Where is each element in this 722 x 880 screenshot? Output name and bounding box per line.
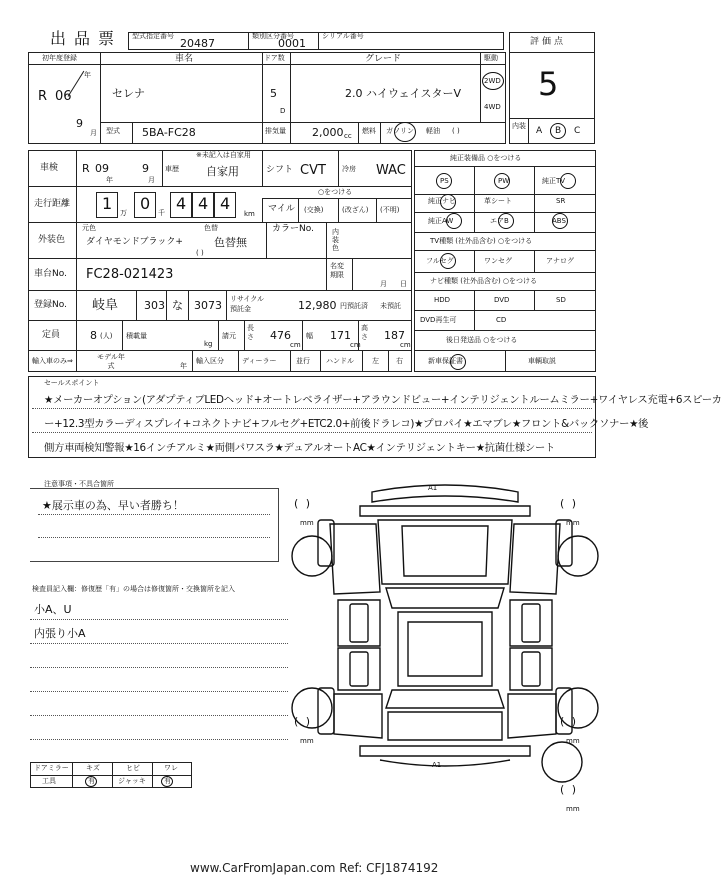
label-import-only: 輸入車のみ⇒ xyxy=(32,357,73,365)
door-unit: D xyxy=(280,107,286,115)
label-notes: 注意事項・不具合箇所 xyxy=(44,480,114,488)
mileage-option-tamper: (改ざん) xyxy=(342,206,369,214)
equip-sunroof: SR xyxy=(556,197,566,205)
label-interior: 内装 xyxy=(512,122,526,130)
legend-tools: 工具 xyxy=(42,777,56,785)
label-exterior-color: 外装色 xyxy=(38,235,66,245)
diagram-top-mark: A1 xyxy=(428,484,438,492)
mileage-unit-km: km xyxy=(244,210,255,218)
label-height: 高さ xyxy=(361,324,368,341)
reg-year-unit: 年 xyxy=(84,71,91,79)
import-parallel: 並行 xyxy=(296,357,310,365)
equip-tv: 純正TV xyxy=(542,177,566,185)
displacement: 2,000 xyxy=(312,126,344,139)
label-original-color: 元色 xyxy=(82,224,96,232)
label-shift: シフト xyxy=(266,165,294,175)
sales-point-line-2: ー+12.3型カラーディスプレイ+コネクトナビ+フルセグ+ETC2.0+前後ドラレコ)★プロパイ★エマブレ★フロント&バックソナー★後 xyxy=(44,418,649,430)
interior-b-circle xyxy=(550,123,566,139)
equip-pw-circle xyxy=(494,173,510,189)
drive-4wd: 4WD xyxy=(484,103,501,111)
legend-break: ワレ xyxy=(164,764,178,772)
classification-number: 0001 xyxy=(278,37,306,50)
tools-circle xyxy=(85,776,97,787)
reg-prefecture: 岐阜 xyxy=(92,298,119,313)
mileage-unit-sen: 千 xyxy=(158,209,165,217)
equip-aluminum-wheel: 純正AW xyxy=(428,217,454,225)
type-designation-number: 20487 xyxy=(180,37,215,50)
label-import-division: 輸入区分 xyxy=(196,357,224,365)
legend-door-mirror: ドアミラー xyxy=(34,764,69,772)
tv-analog: アナログ xyxy=(546,257,574,265)
label-aircon: 冷房 xyxy=(342,165,356,173)
fuel-gasoline: ガソリン xyxy=(386,127,414,135)
label-color-number: カラーNo. xyxy=(272,224,314,234)
reg-class: 303 xyxy=(144,299,165,312)
equip-airbag: エアB xyxy=(490,217,509,225)
mileage-exchange: 交換 xyxy=(306,206,321,214)
height: 187 xyxy=(384,329,405,342)
length-unit: cm xyxy=(290,341,301,349)
mileage-digit-5: 4 xyxy=(220,194,231,213)
model-code: 5BA-FC28 xyxy=(142,126,196,139)
fuel-diesel: 軽油 xyxy=(426,127,440,135)
label-later-shipment: 後日発送品 ○をつける xyxy=(446,336,518,344)
reg-year: 06 xyxy=(55,89,72,104)
label-score: 評価点 xyxy=(530,37,567,47)
capacity: 8 xyxy=(90,329,97,342)
label-tv-type: TV種類 (社外品含む) ○をつける xyxy=(430,237,533,245)
label-standard-equipment: 純正装備品 ○をつける xyxy=(450,154,522,162)
usage-type: 自家用 xyxy=(206,165,239,178)
label-sales-points: セールスポイント xyxy=(44,379,100,387)
label-drive: 駆動 xyxy=(484,54,498,62)
label-mileage: 走行距離 xyxy=(34,199,71,209)
equip-tv-circle xyxy=(560,173,576,189)
mileage-unknown: 不明 xyxy=(382,206,397,214)
navi-dvd: DVD xyxy=(494,296,510,304)
drive-2wd: 2WD xyxy=(484,77,501,85)
mileage-option-exchange: (交換) xyxy=(304,206,324,214)
original-color: ダイヤモンドブラック+ xyxy=(86,237,183,247)
tire-front-right-bracket: ( ) xyxy=(560,497,579,510)
spare-tire-icon xyxy=(540,737,584,784)
tv-oneseg: ワンセグ xyxy=(484,257,512,265)
diagram-bottom-mark: A1 xyxy=(432,761,442,769)
interior-a: A xyxy=(536,126,543,136)
label-mile: マイル xyxy=(268,204,295,214)
reg-number: 3073 xyxy=(194,299,222,312)
navi-hdd: HDD xyxy=(434,296,451,304)
new-car-warranty-circle xyxy=(450,354,466,370)
inspection-year: 09 xyxy=(95,162,109,175)
mileage-digit-3: 4 xyxy=(176,194,187,213)
label-doors: ドア数 xyxy=(264,54,285,62)
equip-aw-circle xyxy=(446,213,462,229)
later-vehicle-manual: 車輌取説 xyxy=(528,357,556,365)
recycle-amount: 12,980 xyxy=(298,299,337,312)
inspector-note-1: 小A、U xyxy=(34,603,72,616)
inspection-month: 9 xyxy=(142,162,149,175)
reg-month: 9 xyxy=(76,117,83,130)
inspection-era: R xyxy=(82,162,90,175)
label-car-name: 車名 xyxy=(175,54,194,64)
tire-front-left-unit: mm xyxy=(300,519,314,527)
deadline-month-unit: 月 xyxy=(380,280,387,288)
tire-front-right-unit: mm xyxy=(566,519,580,527)
reg-era: R xyxy=(38,89,48,104)
label-load: 積載量 xyxy=(126,332,147,340)
deadline-day-unit: 日 xyxy=(400,280,407,288)
color-change: 色替無 xyxy=(214,236,247,249)
reg-month-unit: 月 xyxy=(90,129,97,137)
recycle-unpaid: 未預託 xyxy=(380,302,401,310)
equip-pw: PW xyxy=(498,177,510,185)
label-handle: ハンドル xyxy=(326,357,354,365)
label-interior-color: 内装色 xyxy=(332,228,339,252)
tire-rear-right-unit: mm xyxy=(566,737,580,745)
inspection-month-unit: 月 xyxy=(148,176,155,184)
color-change-paren: ( ) xyxy=(196,249,204,257)
sales-point-line-1: ★メーカーオプション(アダプティブLEDヘッド+オートレベライザー+アラウンドビュー+インテリジェントルームミラー+ワイヤレス充電+6スピーカ xyxy=(44,394,722,406)
later-new-car-warranty: 新車保証書 xyxy=(428,357,463,365)
label-displacement: 排気量 xyxy=(265,127,286,135)
equip-ps: PS xyxy=(440,177,449,185)
legend-jack: ジャッキ xyxy=(118,777,146,785)
evaluation-score: 5 xyxy=(538,65,559,103)
tire-rear-right-bracket: ( ) xyxy=(560,715,579,728)
tire-front-left-bracket: ( ) xyxy=(294,497,313,510)
jack-circle xyxy=(161,776,173,787)
label-grade: グレード xyxy=(365,54,402,64)
handle-right: 右 xyxy=(396,357,403,365)
shift-type: CVT xyxy=(300,163,326,178)
equip-abs-circle xyxy=(552,213,568,229)
vehicle-detail-table xyxy=(28,150,412,372)
tv-fullseg: フルセグ xyxy=(426,257,454,265)
equip-abs: ABS xyxy=(552,217,566,225)
import-dealer: ディーラー xyxy=(242,357,277,365)
model-year-unit: 年 xyxy=(180,362,187,370)
spare-tire-bracket: ( ) xyxy=(560,783,579,796)
car-body-diagram xyxy=(290,476,600,778)
label-length: 長さ xyxy=(247,324,254,341)
navi-sd: SD xyxy=(556,296,566,304)
width: 171 xyxy=(330,329,351,342)
tv-fullseg-circle xyxy=(440,253,456,269)
usage-note: ※未記入は自家用 xyxy=(196,151,251,159)
height-unit: cm xyxy=(400,341,411,349)
label-model: 型式 xyxy=(106,127,120,135)
legend-crack: ヒビ xyxy=(126,764,140,772)
recycle-status: 円預託済 xyxy=(340,302,368,310)
equip-leather-seat: 革シート xyxy=(484,197,512,205)
chassis-number: FC28-021423 xyxy=(86,267,174,282)
tire-rear-left-unit: mm xyxy=(300,737,314,745)
interior-c: C xyxy=(574,126,581,136)
capacity-unit: (人) xyxy=(100,332,113,340)
equip-navi: 純正ナビ xyxy=(428,197,456,205)
label-fuel: 燃料 xyxy=(362,127,376,135)
tire-rear-left-bracket: ( ) xyxy=(294,715,313,728)
width-unit: cm xyxy=(350,341,361,349)
inspection-year-unit: 年 xyxy=(106,176,113,184)
label-name-change-deadline: 名変期限 xyxy=(330,262,344,279)
equip-navi-circle xyxy=(440,194,456,210)
label-type-designation: 型式指定番号 xyxy=(132,32,174,40)
label-capacity: 定員 xyxy=(42,330,61,340)
interior-b: B xyxy=(555,126,562,136)
label-recycle-deposit: リサイクル預託金 xyxy=(230,295,265,313)
reg-kana: な xyxy=(172,299,183,312)
load-unit: kg xyxy=(204,340,213,348)
label-width: 幅 xyxy=(306,332,313,340)
label-inspection: 車検 xyxy=(40,163,59,173)
grade: 2.0 ハイウェイスターV xyxy=(345,87,461,100)
displacement-unit: cc xyxy=(344,132,352,140)
label-navi-type: ナビ種類 (社外品含む) ○をつける xyxy=(430,277,538,285)
length: 476 xyxy=(270,329,291,342)
navi-cd: CD xyxy=(496,316,507,324)
inspector-note-2: 内張り小A xyxy=(34,627,86,640)
door-count: 5 xyxy=(270,87,277,100)
mileage-digit-1: 1 xyxy=(102,194,113,213)
mileage-digit-4: 4 xyxy=(198,194,209,213)
equip-airbag-circle xyxy=(498,213,514,229)
label-chassis: 車台No. xyxy=(34,269,67,279)
navi-dvd-playback: DVD再生可 xyxy=(420,316,457,324)
mileage-option-unknown: (不明) xyxy=(380,206,400,214)
mileage-circle-hint: ○をつける xyxy=(318,188,353,196)
handle-left: 左 xyxy=(372,357,379,365)
aircon-type: WAC xyxy=(376,163,406,178)
label-first-registration: 初年度登録 xyxy=(42,54,77,62)
legend-scratch: キズ xyxy=(86,764,100,772)
equip-ps-circle xyxy=(436,173,452,189)
footer-reference: www.CarFromJapan.com Ref: CFJ1874192 xyxy=(190,861,439,875)
note-line-1: ★展示車の為、早い者勝ち！ xyxy=(42,499,184,512)
label-model-year: モデル年式 xyxy=(97,353,125,370)
mileage-tamper: 改ざん xyxy=(344,206,366,214)
car-name: セレナ xyxy=(112,87,145,100)
sales-point-line-3: 側方車両検知警報★16インチアルミ★両側パワスラ★デュアルオートAC★インテリジェントキー★抗菌仕様シート xyxy=(44,442,555,454)
label-serial: シリアル番号 xyxy=(322,32,364,40)
fuel-gasoline-circle xyxy=(394,122,416,142)
label-usage: 車歴 xyxy=(165,165,179,173)
legend-tools-present: 有 xyxy=(88,777,95,785)
label-registration: 登録No. xyxy=(34,300,67,310)
mileage-unit-man: 万 xyxy=(120,209,127,217)
label-classification: 類別区分番号 xyxy=(252,32,294,40)
sheet-title: 出品票 xyxy=(50,29,123,48)
mileage-digit-2: 0 xyxy=(140,194,151,213)
label-amount: 請元 xyxy=(222,332,236,340)
spare-tire-unit: mm xyxy=(566,805,580,813)
drive-2wd-circle xyxy=(482,72,504,90)
fuel-paren: ( ) xyxy=(452,127,460,135)
label-inspector-notes: 検査員記入欄：修復歴「有」の場合は修復箇所・交換箇所を記入 xyxy=(32,585,235,593)
label-color-change: 色替 xyxy=(204,224,218,232)
legend-jack-present: 有 xyxy=(164,777,171,785)
